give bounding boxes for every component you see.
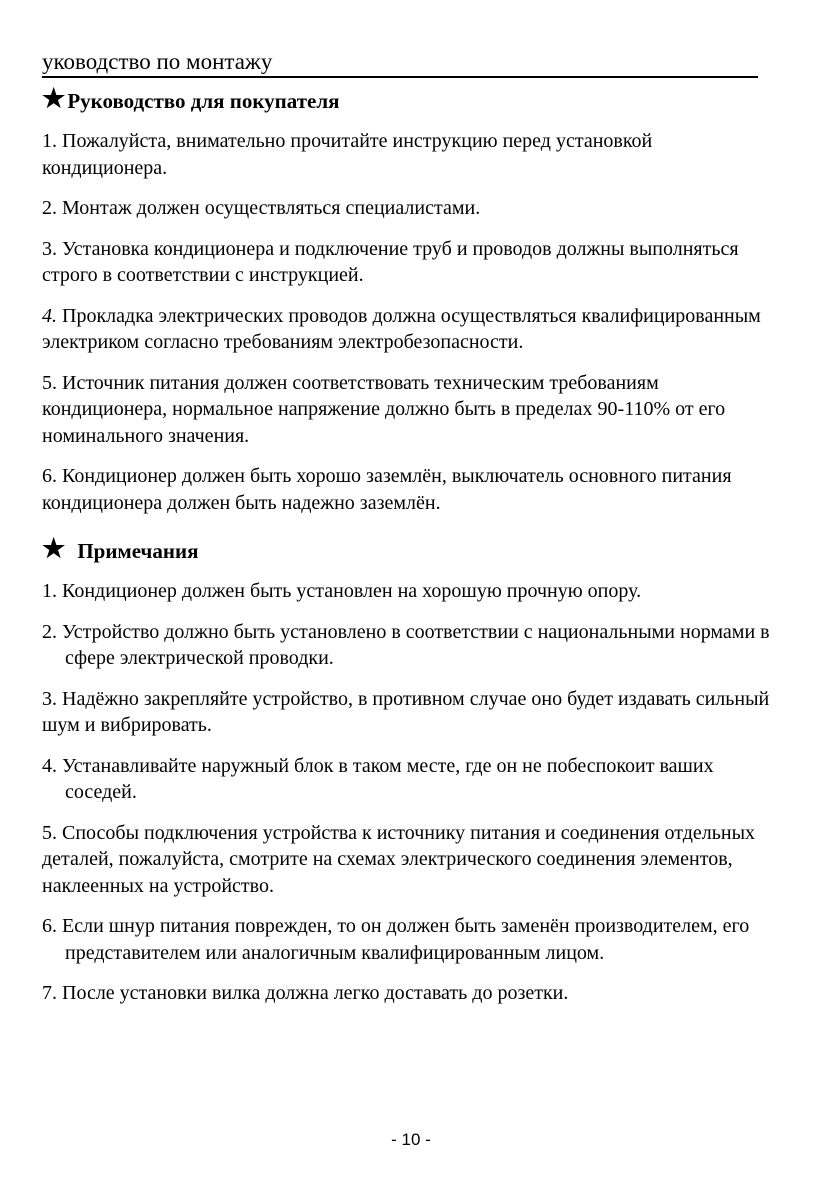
section-title: Руководство для покупателя (67, 89, 340, 113)
list-item: 7. После установки вилка должна легко доставать до розетки. (42, 982, 569, 1004)
list-item: 1. Пожалуйста, внимательно прочитайте инструкцию перед установкой кондиционера. (42, 130, 653, 179)
list-item: 3. Надёжно закрепляйте устройство, в противном случае оно будет издавать сильный шум и вибрировать. (42, 687, 770, 736)
list-item: 6. Если шнур питания поврежден, то он должен быть заменён производителем, его представителем или аналогичным квалифицированным лицом. (42, 915, 750, 964)
page-header: уководство по монтажу (42, 48, 758, 78)
section-title: Примечания (77, 539, 199, 563)
list-item: 3. Установка кондиционера и подключение труб и проводов должны выполняться строго в соответствии с инструкцией. (42, 237, 739, 286)
section-heading-buyer-guide (42, 86, 782, 116)
document-page (42, 48, 782, 1021)
list-item: 4. Прокладка электрических проводов должна осуществляться квалифицированным электриком согласно требованиям электробезопасности. (42, 304, 761, 353)
star-icon: ★ (42, 534, 66, 563)
list-item: 1. Кондиционер должен быть установлен на хорошую прочную опору. (42, 580, 642, 602)
list-item: 2. Устройство должно быть установлено в соответствии с национальными нормами в сфере электрической проводки. (42, 620, 770, 669)
star-icon: ★ (42, 84, 66, 113)
list-item: 5. Источник питания должен соответствовать техническим требованиям кондиционера, нормальное напряжение должно быть в пределах 90-110% от его номинального значения. (42, 371, 726, 447)
section-heading-notes (42, 536, 782, 566)
list-item: 6. Кондиционер должен быть хорошо заземлён, выключатель основного питания кондиционера должен быть надежно заземлён. (42, 465, 732, 514)
page-number: - 10 - (391, 1130, 431, 1149)
list-item: 5. Способы подключения устройства к источнику питания и соединения отдельных деталей, пожалуйста, смотрите на схемах электрического соединения элементов, наклеенных на устройство. (42, 821, 756, 897)
list-item: 2. Монтаж должен осуществляться специалистами. (42, 197, 481, 219)
list-item: 4. Устанавливайте наружный блок в таком месте, где он не побеспокоит ваших соседей. (42, 754, 714, 803)
